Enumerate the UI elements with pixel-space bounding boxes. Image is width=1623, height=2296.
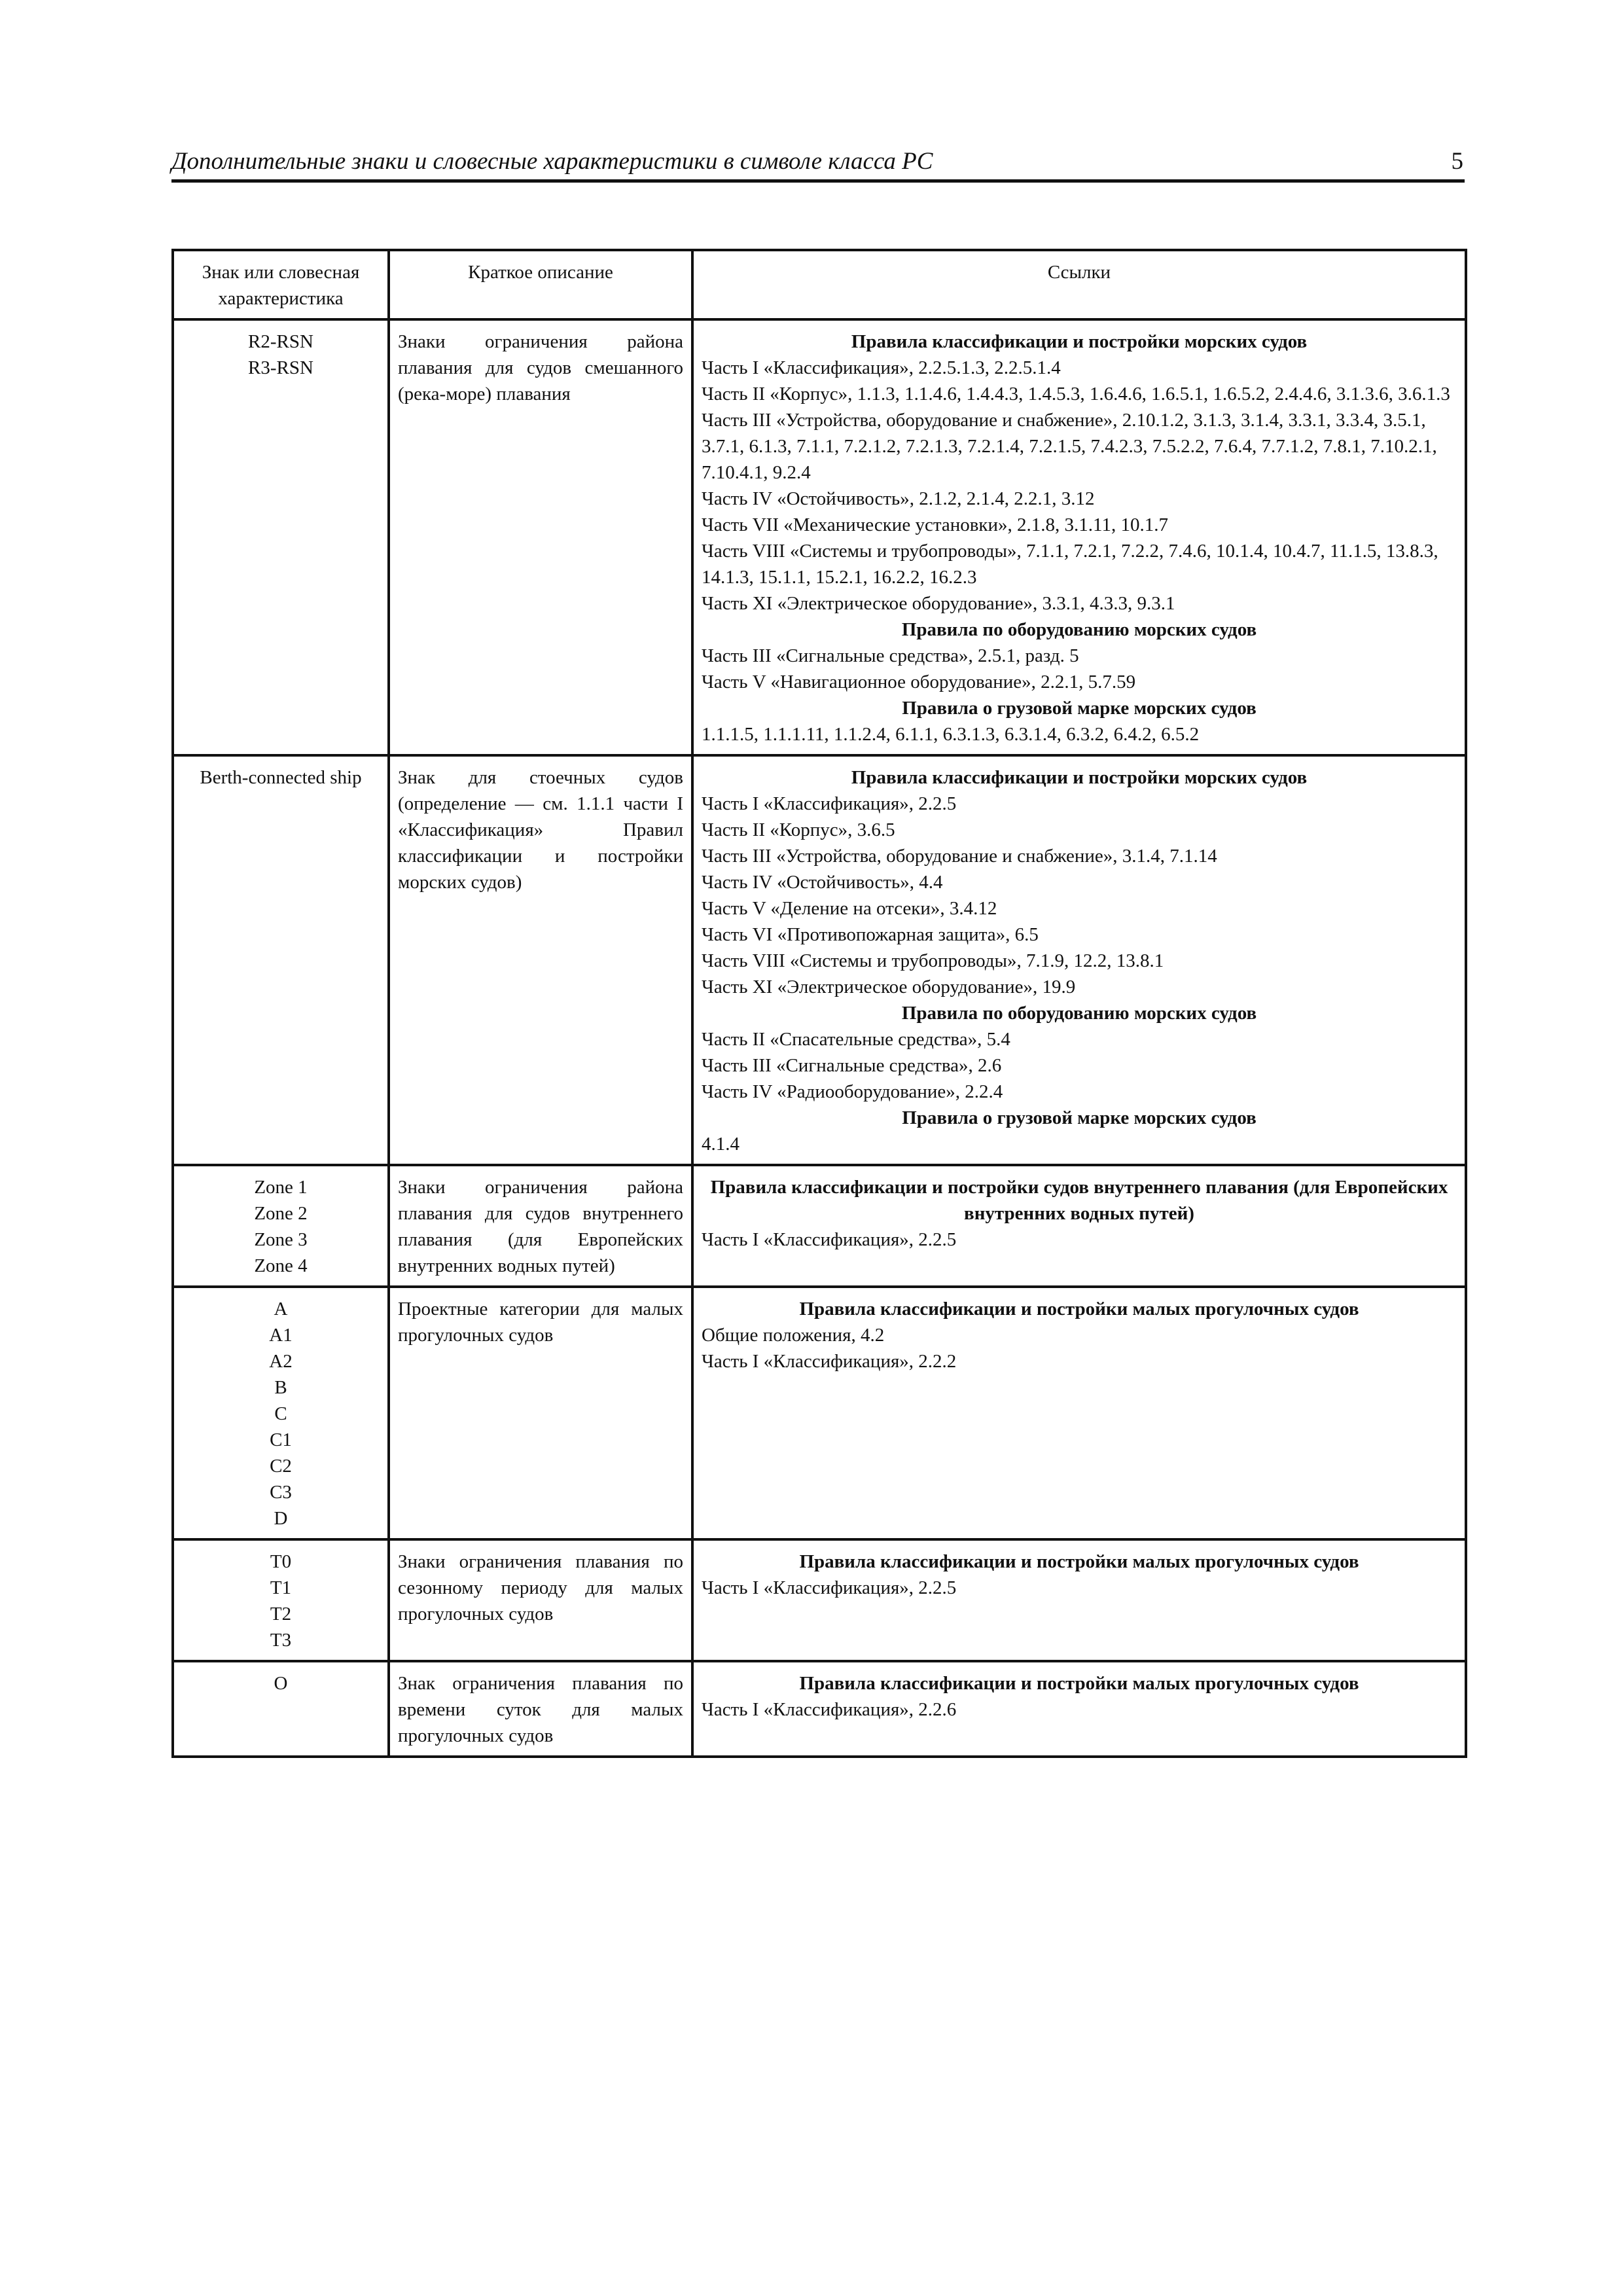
reference-line: 1.1.1.5, 1.1.1.11, 1.1.2.4, 6.1.1, 6.3.1.3, 6.3.1.4, 6.3.2, 6.4.2, 6.5.2 xyxy=(702,724,1200,745)
references-cell xyxy=(692,755,1466,1165)
rules-heading: Правила о грузовой марке морских судов xyxy=(902,1107,1257,1128)
description-cell: Знаки ограничения плавания по сезонному периоду для малых прогулочных судов xyxy=(389,1539,692,1661)
reference-line: 4.1.4 xyxy=(702,1134,740,1155)
reference-line: Часть VIII «Системы и трубопроводы», 7.1.1, 7.2.1, 7.2.2, 7.4.6, 10.1.4, 10.4.7, 11.1.5, 13.8.3, 14.1.3, 15.1.1, 15.2.1, 16.2.2, 16.2.3 xyxy=(702,541,1438,588)
sign-label: R3-RSN xyxy=(248,357,313,378)
reference-line: Часть II «Спасательные средства», 5.4 xyxy=(702,1029,1010,1050)
sign-cell xyxy=(173,1661,389,1757)
sign-label: Zone 3 xyxy=(254,1229,308,1250)
references-cell xyxy=(692,319,1466,755)
reference-line: Часть II «Корпус», 3.6.5 xyxy=(702,819,895,840)
column-header-references: Ссылки xyxy=(692,250,1466,319)
sign-label: Berth-connected ship xyxy=(200,767,362,788)
rules-heading: Правила классификации и постройки морских судов xyxy=(851,767,1308,788)
reference-line: Часть IV «Радиооборудование», 2.2.4 xyxy=(702,1081,1003,1102)
sign-label: A2 xyxy=(269,1351,293,1372)
reference-line: Часть VIII «Системы и трубопроводы», 7.1.9, 12.2, 13.8.1 xyxy=(702,950,1164,971)
reference-line: Часть IV «Остойчивость», 2.1.2, 2.1.4, 2.2.1, 3.12 xyxy=(702,488,1095,509)
rules-heading: Правила классификации и постройки судов внутреннего плавания (для Европейских внутренних водных путей) xyxy=(710,1177,1448,1224)
rules-heading: Правила классификации и постройки малых прогулочных судов xyxy=(799,1299,1359,1319)
sign-label: B xyxy=(274,1377,287,1398)
sign-label: C2 xyxy=(270,1456,292,1477)
reference-line: Часть II «Корпус», 1.1.3, 1.1.4.6, 1.4.4.3, 1.4.5.3, 1.6.4.6, 1.6.5.1, 1.6.5.2, 2.4.4.6, 3.1.3.6, 3.6.1.3 xyxy=(702,384,1450,404)
description-cell: Проектные категории для малых прогулочных судов xyxy=(389,1287,692,1539)
reference-line: Часть I «Классификация», 2.2.5 xyxy=(702,1229,957,1250)
description-cell: Знаки ограничения района плавания для судов внутреннего плавания (для Европейских внутренних водных путей) xyxy=(389,1165,692,1287)
reference-line: Часть I «Классификация», 2.2.6 xyxy=(702,1699,957,1720)
table-row xyxy=(173,1165,1466,1287)
rules-heading: Правила по оборудованию морских судов xyxy=(901,619,1257,640)
sign-cell xyxy=(173,1287,389,1539)
sign-label: C3 xyxy=(270,1482,292,1503)
sign-label: Zone 2 xyxy=(254,1203,308,1224)
sign-label: C xyxy=(274,1403,287,1424)
rules-heading: Правила классификации и постройки малых прогулочных судов xyxy=(799,1551,1359,1572)
table-row xyxy=(173,755,1466,1165)
reference-line: Часть XI «Электрическое оборудование», 3.3.1, 4.3.3, 9.3.1 xyxy=(702,593,1175,614)
sign-cell xyxy=(173,319,389,755)
sign-label: R2-RSN xyxy=(248,331,313,352)
sign-label: A xyxy=(274,1299,288,1319)
sign-label: Zone 4 xyxy=(254,1255,308,1276)
table-row xyxy=(173,1539,1466,1661)
sign-cell xyxy=(173,755,389,1165)
references-cell xyxy=(692,1539,1466,1661)
sign-label: T3 xyxy=(270,1630,292,1651)
reference-line: Часть I «Классификация», 2.2.5 xyxy=(702,1577,957,1598)
rules-heading: Правила по оборудованию морских судов xyxy=(901,1003,1257,1024)
sign-label: A1 xyxy=(269,1325,293,1346)
reference-line: Часть VI «Противопожарная защита», 6.5 xyxy=(702,924,1039,945)
sign-cell xyxy=(173,1165,389,1287)
table-row xyxy=(173,319,1466,755)
reference-line: Часть V «Деление на отсеки», 3.4.12 xyxy=(702,898,997,919)
sign-label: Zone 1 xyxy=(254,1177,308,1198)
column-header-description: Краткое описание xyxy=(389,250,692,319)
reference-line: Часть I «Классификация», 2.2.5 xyxy=(702,793,957,814)
sign-label: T1 xyxy=(270,1577,292,1598)
sign-label: T2 xyxy=(270,1604,292,1624)
running-title: Дополнительные знаки и словесные характеристики в символе класса РС xyxy=(171,148,933,175)
rules-heading: Правила классификации и постройки малых прогулочных судов xyxy=(799,1673,1359,1694)
reference-line: Часть IV «Остойчивость», 4.4 xyxy=(702,872,943,893)
page-number: 5 xyxy=(1451,148,1463,175)
references-cell xyxy=(692,1287,1466,1539)
sign-label: O xyxy=(274,1673,288,1694)
page-header xyxy=(171,143,1465,183)
sign-cell xyxy=(173,1539,389,1661)
reference-line: Часть III «Сигнальные средства», 2.5.1, разд. 5 xyxy=(702,645,1079,666)
column-header-sign: Знак или словесная характеристика xyxy=(173,250,389,319)
reference-line: Часть III «Сигнальные средства», 2.6 xyxy=(702,1055,1002,1076)
references-cell xyxy=(692,1661,1466,1757)
rules-heading: Правила о грузовой марке морских судов xyxy=(902,698,1257,719)
reference-line: Часть VII «Механические установки», 2.1.8, 3.1.11, 10.1.7 xyxy=(702,514,1168,535)
description-cell: Знак для стоечных судов (определение — см. 1.1.1 части I «Классификация» Правил классификации и постройки морских судов) xyxy=(389,755,692,1165)
reference-line: Часть I «Классификация», 2.2.5.1.3, 2.2.5.1.4 xyxy=(702,357,1061,378)
reference-line: Часть V «Навигационное оборудование», 2.2.1, 5.7.59 xyxy=(702,672,1136,692)
references-cell xyxy=(692,1165,1466,1287)
description-cell: Знак ограничения плавания по времени суток для малых прогулочных судов xyxy=(389,1661,692,1757)
table-row xyxy=(173,1661,1466,1757)
reference-line: Часть XI «Электрическое оборудование», 19.9 xyxy=(702,977,1076,997)
description-cell: Знаки ограничения района плавания для судов смешанного (река-море) плавания xyxy=(389,319,692,755)
rules-heading: Правила классификации и постройки морских судов xyxy=(851,331,1308,352)
reference-line: Часть III «Устройства, оборудование и снабжение», 3.1.4, 7.1.14 xyxy=(702,846,1217,867)
reference-line: Часть III «Устройства, оборудование и снабжение», 2.10.1.2, 3.1.3, 3.1.4, 3.3.1, 3.3.4, 3.5.1, 3.7.1, 6.1.3, 7.1.1, 7.2.1.2, 7.2.1.3, 7.2.1.4, 7.2.1.5, 7.4.2.3, 7.5.2.2, 7.6.4, 7.7.1.2, 7.8.1, 7.10.2.1, 7.10.4.1, 9.2.4 xyxy=(702,410,1437,483)
table-row xyxy=(173,1287,1466,1539)
sign-label: C1 xyxy=(270,1429,292,1450)
reference-line: Часть I «Классификация», 2.2.2 xyxy=(702,1351,957,1372)
signs-table xyxy=(171,249,1467,1758)
sign-label: D xyxy=(274,1508,288,1529)
sign-label: T0 xyxy=(270,1551,292,1572)
reference-line: Общие положения, 4.2 xyxy=(702,1325,885,1346)
table-header-row xyxy=(173,250,1466,319)
